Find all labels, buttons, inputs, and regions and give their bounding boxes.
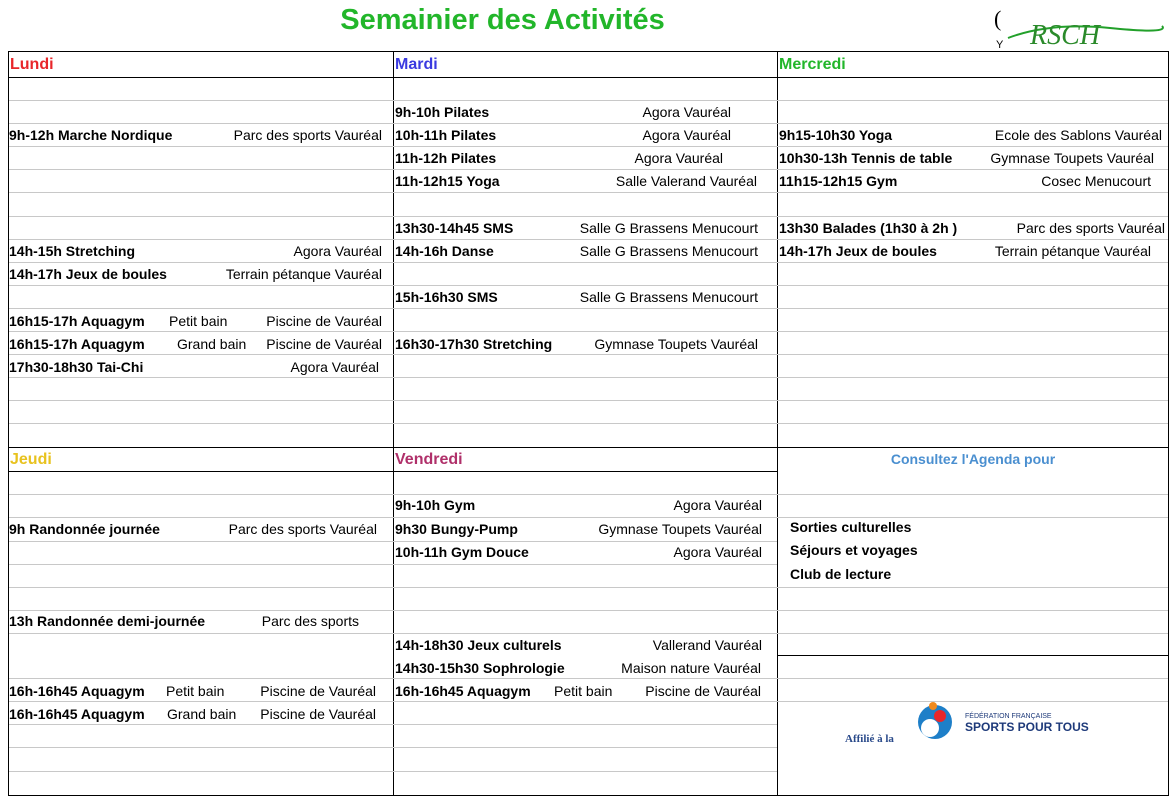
row-separator — [9, 587, 777, 588]
header-divider — [9, 77, 1168, 78]
row-separator — [777, 587, 1168, 588]
activity-row: 16h15-17h Aquagym Grand bain Piscine de Vauréal — [9, 336, 382, 352]
activity-row: 9h-10h Gym Agora Vauréal — [395, 497, 762, 513]
activity-row: 14h-15h Stretching Agora Vauréal — [9, 243, 382, 259]
day-header-vendredi: Vendredi — [395, 451, 463, 468]
row-separator — [777, 494, 1168, 495]
row-separator — [777, 517, 1168, 518]
agenda-item: Séjours et voyages — [790, 542, 918, 558]
svg-text:Affilié à la: Affilié à la — [845, 733, 894, 745]
activity-row: 16h-16h45 Aquagym Petit bain Piscine de Vauréal — [395, 683, 761, 699]
club-logo — [990, 4, 1168, 52]
header-divider — [9, 471, 393, 472]
activity-row: 16h-16h45 Aquagym Petit bain Piscine de Vauréal — [9, 683, 376, 699]
page-title: Semainier des Activités — [340, 4, 665, 36]
agenda-item: Club de lecture — [790, 566, 892, 582]
row-separator — [9, 747, 777, 748]
row-separator — [9, 564, 777, 565]
activity-row: 9h Randonnée journée Parc des sports Vauréal — [9, 521, 377, 537]
ffspt-logo — [845, 700, 1115, 750]
section-divider — [777, 655, 1168, 656]
activity-row: 14h30-15h30 Sophrologie Maison nature Vauréal — [395, 660, 761, 676]
row-separator — [9, 192, 1168, 193]
activity-row: 9h-12h Marche Nordique Parc des sports Vauréal — [9, 127, 382, 143]
row-separator — [777, 678, 1168, 679]
day-header-lundi: Lundi — [10, 56, 54, 73]
activity-row: 16h30-17h30 Stretching Gymnase Toupets Vauréal — [395, 336, 758, 352]
row-separator — [777, 610, 1168, 611]
svg-text:SPORTS POUR TOUS: SPORTS POUR TOUS — [965, 720, 1089, 734]
activity-row: 13h30-14h45 SMS Salle G Brassens Menucourt — [395, 220, 758, 236]
activity-row: 13h Randonnée demi-journée Parc des sports — [9, 613, 359, 629]
agenda-notice: Consultez l'Agenda pour — [890, 451, 1056, 467]
activity-row: 14h-16h Danse Salle G Brassens Menucourt — [395, 243, 758, 259]
activity-row: 9h15-10h30 Yoga Ecole des Sablons Vauréal — [779, 127, 1162, 143]
activity-row: 9h30 Bungy-Pump Gymnase Toupets Vauréal — [395, 521, 762, 537]
row-separator — [9, 771, 777, 772]
activity-row: 11h-12h15 Yoga Salle Valerand Vauréal — [395, 173, 757, 189]
agenda-item: Sorties culturelles — [790, 519, 912, 535]
day-header-mardi: Mardi — [395, 56, 438, 73]
svg-text:Y: Y — [996, 39, 1004, 51]
activity-row: 13h30 Balades (1h30 à 2h ) Parc des sports Vauréal — [779, 220, 1165, 236]
header-divider — [393, 471, 777, 472]
activity-row: 10h-11h Pilates Agora Vauréal — [395, 127, 731, 143]
svg-text:(: ( — [994, 6, 1002, 31]
day-header-mercredi: Mercredi — [779, 56, 846, 73]
activity-row: 10h-11h Gym Douce Agora Vauréal — [395, 544, 762, 560]
svg-text:RSCH: RSCH — [1030, 20, 1100, 51]
day-header-jeudi: Jeudi — [10, 451, 52, 468]
activity-row: 14h-17h Jeux de boules Terrain pétanque Vauréal — [779, 243, 1151, 259]
activity-row: 14h-18h30 Jeux culturels Vallerand Vauréal — [395, 637, 762, 653]
section-divider — [9, 447, 1168, 448]
row-separator — [9, 400, 1168, 401]
activity-row: 11h-12h Pilates Agora Vauréal — [395, 150, 723, 166]
activity-row: 16h-16h45 Aquagym Grand bain Piscine de Vauréal — [9, 706, 376, 722]
activity-row: 11h15-12h15 Gym Cosec Menucourt — [779, 173, 1151, 189]
activity-row: 9h-10h Pilates Agora Vauréal — [395, 104, 731, 120]
row-separator — [9, 308, 1168, 309]
activity-row: 15h-16h30 SMS Salle G Brassens Menucourt — [395, 289, 758, 305]
activity-row: 10h30-13h Tennis de table Gymnase Toupets Vauréal — [779, 150, 1154, 166]
row-separator — [9, 423, 1168, 424]
activity-row: 16h15-17h Aquagym Petit bain Piscine de Vauréal — [9, 313, 382, 329]
row-separator — [777, 633, 1168, 634]
svg-text:FÉDÉRATION FRANÇAISE: FÉDÉRATION FRANÇAISE — [965, 713, 1052, 720]
activity-row: 14h-17h Jeux de boules Terrain pétanque Vauréal — [9, 266, 382, 282]
activity-row: 17h30-18h30 Tai-Chi Agora Vauréal — [9, 359, 379, 375]
